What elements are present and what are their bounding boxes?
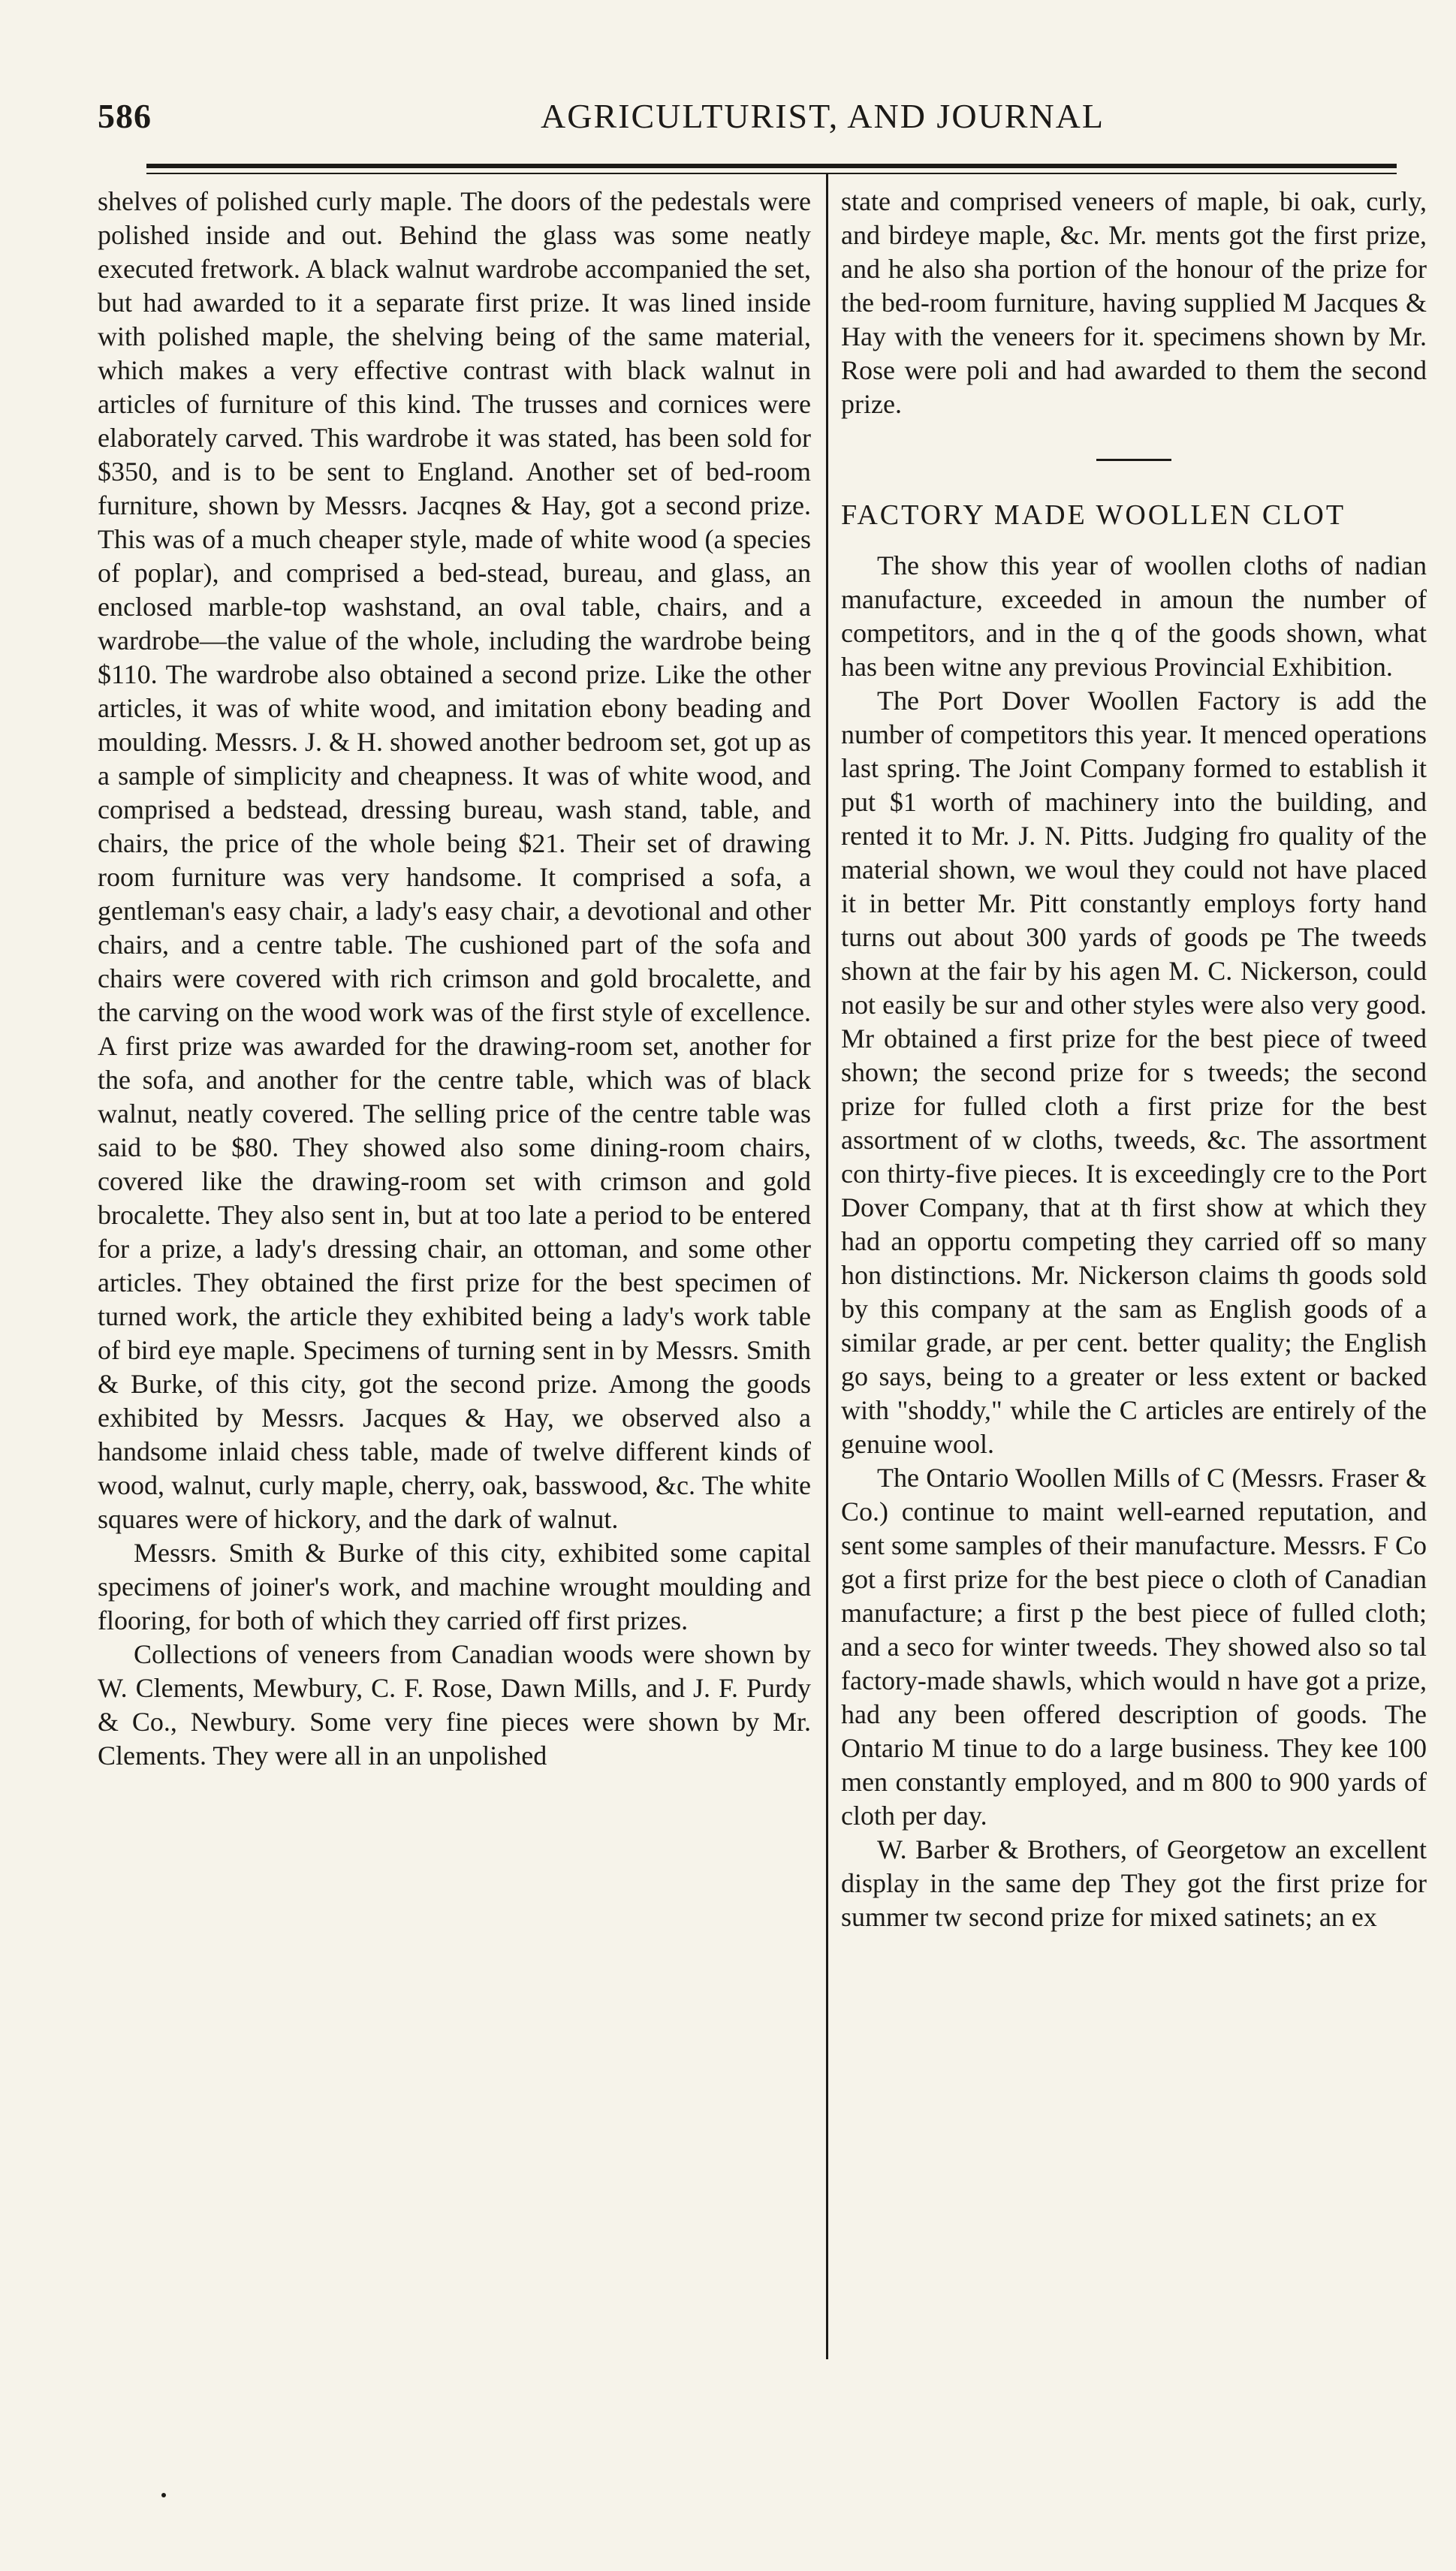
right-paragraph-1: The show this year of woollen cloths of nadian manufacture, exceeded in amoun the number of competitors, and in the q of the goods shown, what has been witne any previous Provincial Exhibition. [841, 550, 1427, 682]
section-heading: FACTORY MADE WOOLLEN CLOT [841, 499, 1346, 531]
right-column [841, 185, 1427, 2377]
section-separator-rule [1096, 459, 1171, 461]
left-paragraph-3: Collections of veneers from Canadian woods were shown by W. Clements, Mewbury, C. F. Rose, Dawn Mills, and J. F. Purdy & Co., Newbury. Some very fine pieces were shown by Mr. Clements. They were all in an unpolished [98, 1639, 811, 1771]
running-head: AGRICULTURIST, AND JOURNAL [541, 97, 1105, 135]
right-paragraph-4: W. Barber & Brothers, of Georgetow an excellent display in the same dep They got the first prize for summer tw second prize for mixed satinets; an ex [841, 1834, 1427, 1932]
print-speck [161, 2493, 166, 2497]
left-paragraph-1: shelves of polished curly maple. The doors of the pedestals were polished inside and out. Behind the glass was some neatly executed fretwork. A black walnut wardrobe accompanied the set, but had awarded to it a separate first prize. It was lined inside with polished maple, the shelving being of the same material, which makes a very effective contrast with black walnut in articles of furniture of this kind. The trusses and cornices were elaborately carved. This wardrobe it was stated, has been sold for $350, and is to be sent to England. Another set of bed-room furniture, shown by Messrs. Jacqnes & Hay, got a second prize. This was of a much cheaper style, made of white wood (a species of poplar), and comprised a bed-stead, bureau, and glass, an enclosed marble-top washstand, an oval table, chairs, and a wardrobe—the value of the whole, including the wardrobe being $110. The wardrobe also obtained a second prize. Like the other articles, it was of white wood, and imitation ebony beading and moulding. Messrs. J. & H. showed another bedroom set, got up as a sample of simplicity and cheapness. It was of white wood, and comprised a bedstead, dressing bureau, wash stand, table, and chairs, the price of the whole being $21. Their set of drawing room furniture was very handsome. It comprised a sofa, a gentleman's easy chair, a lady's easy chair, a devotional and other chairs, and a centre table. The cushioned part of the sofa and chairs were covered with rich crimson and gold brocalette, and the carving on the wood work was of the first style of excellence. A first prize was awarded for the drawing-room set, another for the sofa, and another for the centre table, which was of black walnut, neatly covered. The selling price of the centre table was said to be $80. They showed also some dining-room chairs, covered like the drawing-room set with crimson and gold brocalette. They also sent in, but at too late a period to be entered for a prize, a lady's dressing chair, an ottoman, and some other articles. They obtained the first prize for the best specimen of turned work, the article they exhibited being a lady's work table of bird eye maple. Specimens of turning sent in by Messrs. Smith & Burke, of this city, got the second prize. Among the goods exhibited by Messrs. Jacques & Hay, we observed also a handsome inlaid chess table, made of twelve different kinds of wood, walnut, curly maple, cherry, oak, basswood, &c. The white squares were of hickory, and the dark of walnut. [98, 186, 811, 1534]
right-paragraph-3: The Ontario Woollen Mills of C (Messrs. Fraser & Co.) continue to maint well-earned reputation, and sent some samples of their manufacture. Messrs. F Co got a first prize for the best piece o cloth of Canadian manufacture; a first p the best piece of fulled cloth; and a seco for winter tweeds. They showed also so tal factory-made shawls, which would n have got a prize, had any been offered description of goods. The Ontario M tinue to do a large business. They kee 100 men constantly employed, and m 800 to 900 yards of cloth per day. [841, 1463, 1427, 1831]
page-number: 586 [98, 97, 152, 135]
right-opening-paragraph: state and comprised veneers of maple, bi oak, curly, and birdeye maple, &c. Mr. ments got the first prize, and he also sha portion of the honour of the prize for the bed-room furniture, having supplied M Jacques & Hay with the veneers for it. specimens shown by Mr. Rose were poli and had awarded to them the second prize. [841, 186, 1427, 419]
column-divider-rule [826, 174, 828, 2359]
left-paragraph-2: Messrs. Smith & Burke of this city, exhibited some capital specimens of joiner's work, and machine wrought moulding and flooring, for both of which they carried off first prizes. [98, 1538, 811, 1635]
left-column [98, 185, 811, 2377]
header-double-rule [146, 164, 1397, 174]
right-paragraph-2: The Port Dover Woollen Factory is add the number of competitors this year. It menced operations last spring. The Joint Company formed to establish it put $1 worth of machinery into the building, and rented it to Mr. J. N. Pitts. Judging fro quality of the material shown, we woul they could not have placed it in better Mr. Pitt constantly employs forty hand turns out about 300 yards of goods pe The tweeds shown at the fair by his agen M. C. Nickerson, could not easily be sur and other styles were also very good. Mr obtained a first prize for the best piece of tweed shown; the second prize for s tweeds; the second prize for fulled cloth a first prize for the best assortment of w cloths, tweeds, &c. The assortment con thirty-five pieces. It is exceedingly cre to the Port Dover Company, that at th first show at which they had an opportu competing they carried off so many hon distinctions. Mr. Nickerson claims th goods sold by this company at the sam as English goods of a similar grade, ar per cent. better quality; the English go says, being to a greater or less extent or backed with "shoddy," while the C articles are entirely of the genuine wool. [841, 686, 1427, 1459]
